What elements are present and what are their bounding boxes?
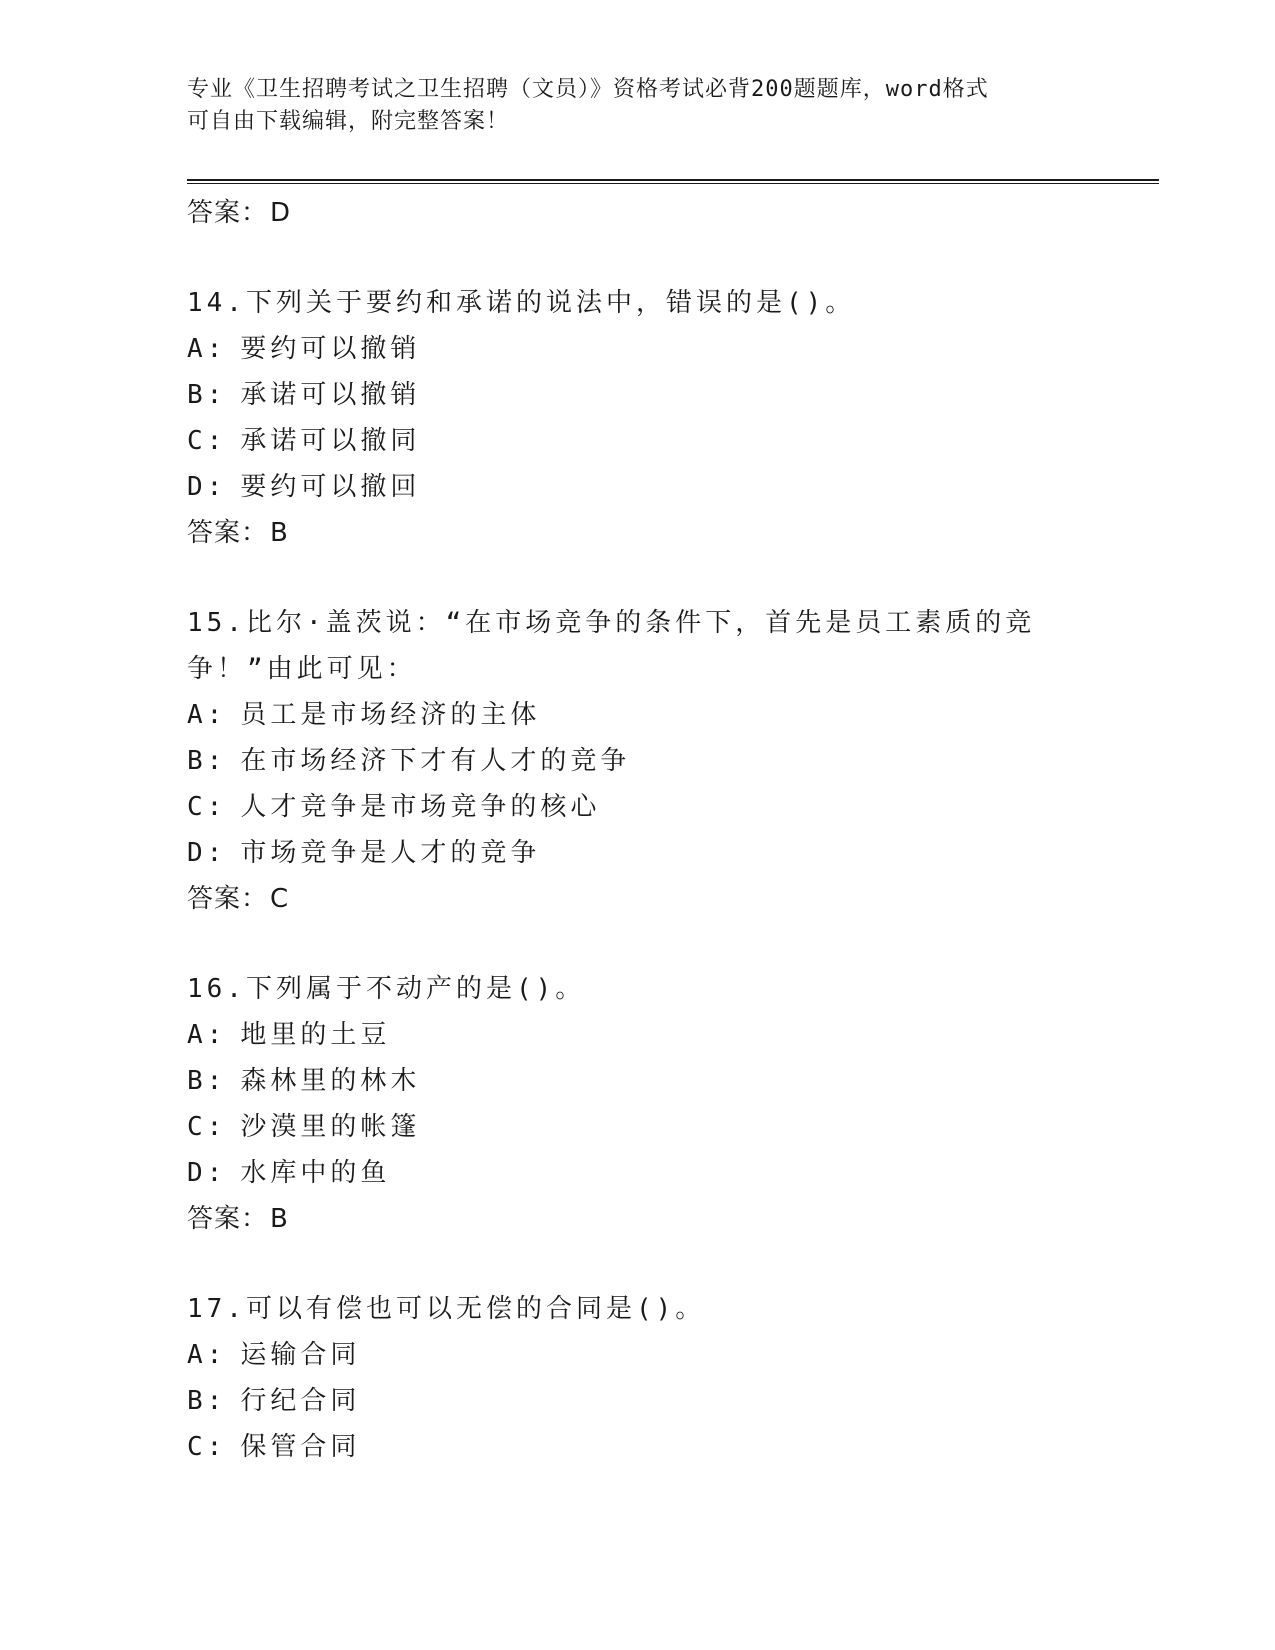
option-key: A: [187,1340,227,1370]
question-stem: 14.下列关于要约和承诺的说法中，错误的是()。 [187,288,856,318]
question-stem: 17.可以有偿也可以无偿的合同是()。 [187,1294,706,1324]
header-divider-thin [187,183,1159,184]
answer-value: D [270,198,292,228]
option-d [187,830,1167,876]
option-text: 沙漠里的帐篷 [240,1112,421,1142]
option-key: C: [187,1432,227,1462]
option-text: 要约可以撤销 [240,334,421,364]
option-a [187,692,1167,738]
question-item [187,966,1167,1242]
option-text: 员工是市场经济的主体 [240,700,541,730]
option-b [187,1378,1167,1424]
answer-line [187,510,1167,556]
answer-label: 答案： [187,198,269,228]
option-key: A: [187,1020,227,1050]
option-text: 要约可以撤回 [240,472,421,502]
option-key: D: [187,838,227,868]
option-text: 水库中的鱼 [240,1158,391,1188]
option-d [187,1150,1167,1196]
header-line-1: 专业《卫生招聘考试之卫生招聘（文员）》资格考试必背200题题库，word格式 [187,77,989,102]
question-item [187,600,1167,922]
option-c [187,1104,1167,1150]
question-item [187,280,1167,556]
answer-value: C [270,884,290,914]
option-text: 承诺可以撤同 [240,426,421,456]
option-key: A: [187,334,227,364]
document-header [187,74,1087,138]
option-text: 运输合同 [240,1340,361,1370]
answer-line [187,876,1167,922]
option-key: A: [187,700,227,730]
option-key: C: [187,792,227,822]
option-key: B: [187,380,227,410]
question-stem: 15.比尔·盖茨说：“在市场竞争的条件下，首先是员工素质的竞争！”由此可见： [187,608,1036,684]
option-b [187,372,1167,418]
option-c [187,784,1167,830]
question-item [187,1286,1167,1470]
answer-value: B [270,1204,289,1234]
answer-label: 答案： [187,1204,269,1234]
option-key: B: [187,746,227,776]
header-line-2: 可自由下载编辑，附完整答案！ [187,109,510,134]
option-text: 市场竞争是人才的竞争 [240,838,541,868]
option-a [187,326,1167,372]
option-c [187,418,1167,464]
option-text: 承诺可以撤销 [240,380,421,410]
option-text: 在市场经济下才有人才的竞争 [240,746,631,776]
answer-line [187,190,1167,236]
option-key: B: [187,1386,227,1416]
option-b [187,1058,1167,1104]
option-text: 地里的土豆 [240,1020,391,1050]
answer-label: 答案： [187,884,269,914]
option-d [187,464,1167,510]
option-text: 森林里的林木 [240,1066,421,1096]
header-divider-thick [187,179,1159,181]
option-text: 保管合同 [240,1432,361,1462]
option-c [187,1424,1167,1470]
option-key: D: [187,1158,227,1188]
option-b [187,738,1167,784]
option-text: 行纪合同 [240,1386,361,1416]
option-text: 人才竞争是市场竞争的核心 [240,792,601,822]
question-stem: 16.下列属于不动产的是()。 [187,974,586,1004]
option-a [187,1012,1167,1058]
question-list [187,190,1167,1470]
option-a [187,1332,1167,1378]
answer-line [187,1196,1167,1242]
option-key: B: [187,1066,227,1096]
option-key: D: [187,472,227,502]
answer-value: B [270,518,289,548]
answer-label: 答案： [187,518,269,548]
option-key: C: [187,1112,227,1142]
option-key: C: [187,426,227,456]
